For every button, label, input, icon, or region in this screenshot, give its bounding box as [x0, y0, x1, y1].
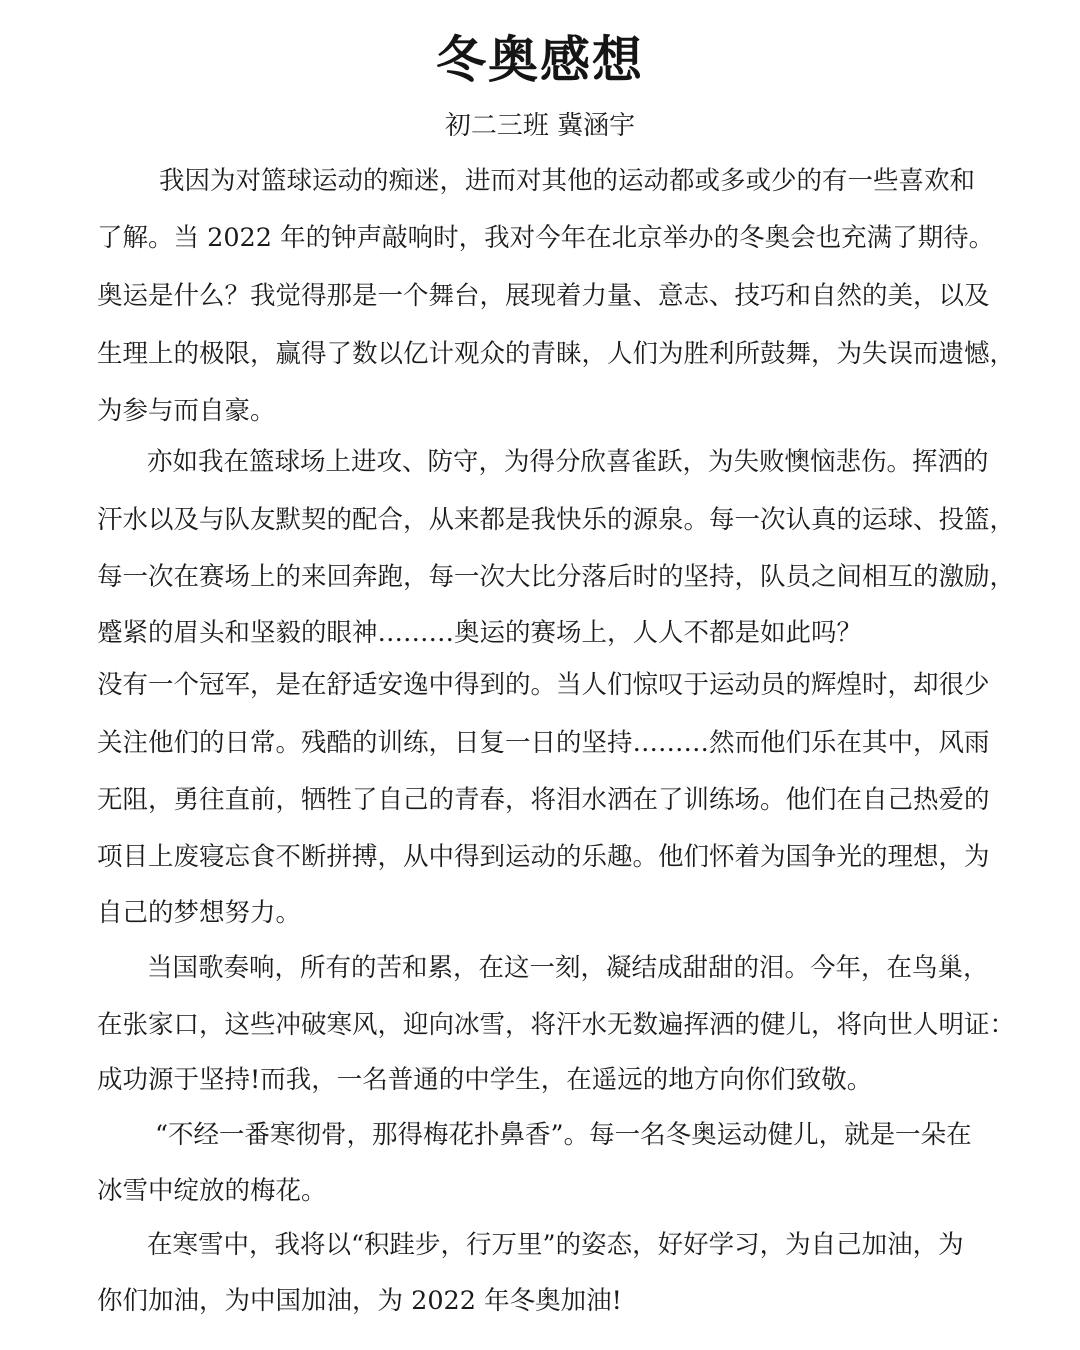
body-line: 汗水以及与队友默契的配合，从来都是我快乐的源泉。每一次认真的运球、投篮， — [97, 505, 1016, 535]
body-line: 在张家口，这些冲破寒风，迎向冰雪，将汗水无数遍挥洒的健儿，将向世人明证： — [97, 1010, 1016, 1040]
body-line: 关注他们的日常。残酷的训练，日复一日的坚持………然而他们乐在其中，风雨 — [97, 728, 990, 758]
body-line: 我因为对篮球运动的痴迷，进而对其他的运动都或多或少的有一些喜欢和 — [159, 166, 976, 196]
body-line: 没有一个冠军，是在舒适安逸中得到的。当人们惊叹于运动员的辉煌时，却很少 — [97, 670, 990, 700]
body-line: 在寒雪中，我将以“积跬步，行万里”的姿态，好好学习，为自己加油，为 — [147, 1230, 964, 1260]
body-line: “不经一番寒彻骨，那得梅花扑鼻香”。每一名冬奥运动健儿，就是一朵在 — [155, 1120, 972, 1150]
body-line: 每一次在赛场上的来回奔跑，每一次大比分落后时的坚持，队员之间相互的激励， — [97, 562, 1016, 592]
body-line: 蹙紧的眉头和坚毅的眼神………奥运的赛场上，人人不都是如此吗？ — [97, 618, 863, 648]
page-title: 冬奥感想 — [436, 31, 644, 89]
body-line: 生理上的极限，赢得了数以亿计观众的青睐，人们为胜利所鼓舞，为失误而遗憾， — [97, 339, 1016, 369]
body-line: 了解。当 2022 年的钟声敲响时，我对今年在北京举办的冬奥会也充满了期待。 — [97, 223, 995, 253]
body-line: 你们加油，为中国加油，为 2022 年冬奥加油! — [97, 1286, 622, 1316]
body-line: 当国歌奏响，所有的苦和累，在这一刻，凝结成甜甜的泪。今年，在鸟巢， — [147, 953, 989, 983]
author-line: 初二三班 冀涵宇 — [444, 111, 636, 141]
body-line: 无阻，勇往直前，牺牲了自己的青春，将泪水洒在了训练场。他们在自己热爱的 — [97, 785, 990, 815]
body-line: 成功源于坚持!而我，一名普通的中学生，在遥远的地方向你们致敬。 — [97, 1065, 873, 1095]
body-line: 项目上废寝忘食不断拼搏，从中得到运动的乐趣。他们怀着为国争光的理想，为 — [97, 842, 990, 872]
body-line: 自己的梦想努力。 — [97, 898, 302, 928]
body-line: 为参与而自豪。 — [97, 396, 276, 426]
body-line: 奥运是什么？我觉得那是一个舞台，展现着力量、意志、技巧和自然的美，以及 — [97, 281, 990, 311]
body-line: 冰雪中绽放的梅花。 — [97, 1176, 327, 1206]
body-line: 亦如我在篮球场上进攻、防守，为得分欣喜雀跃，为失败懊恼悲伤。挥洒的 — [147, 447, 989, 477]
